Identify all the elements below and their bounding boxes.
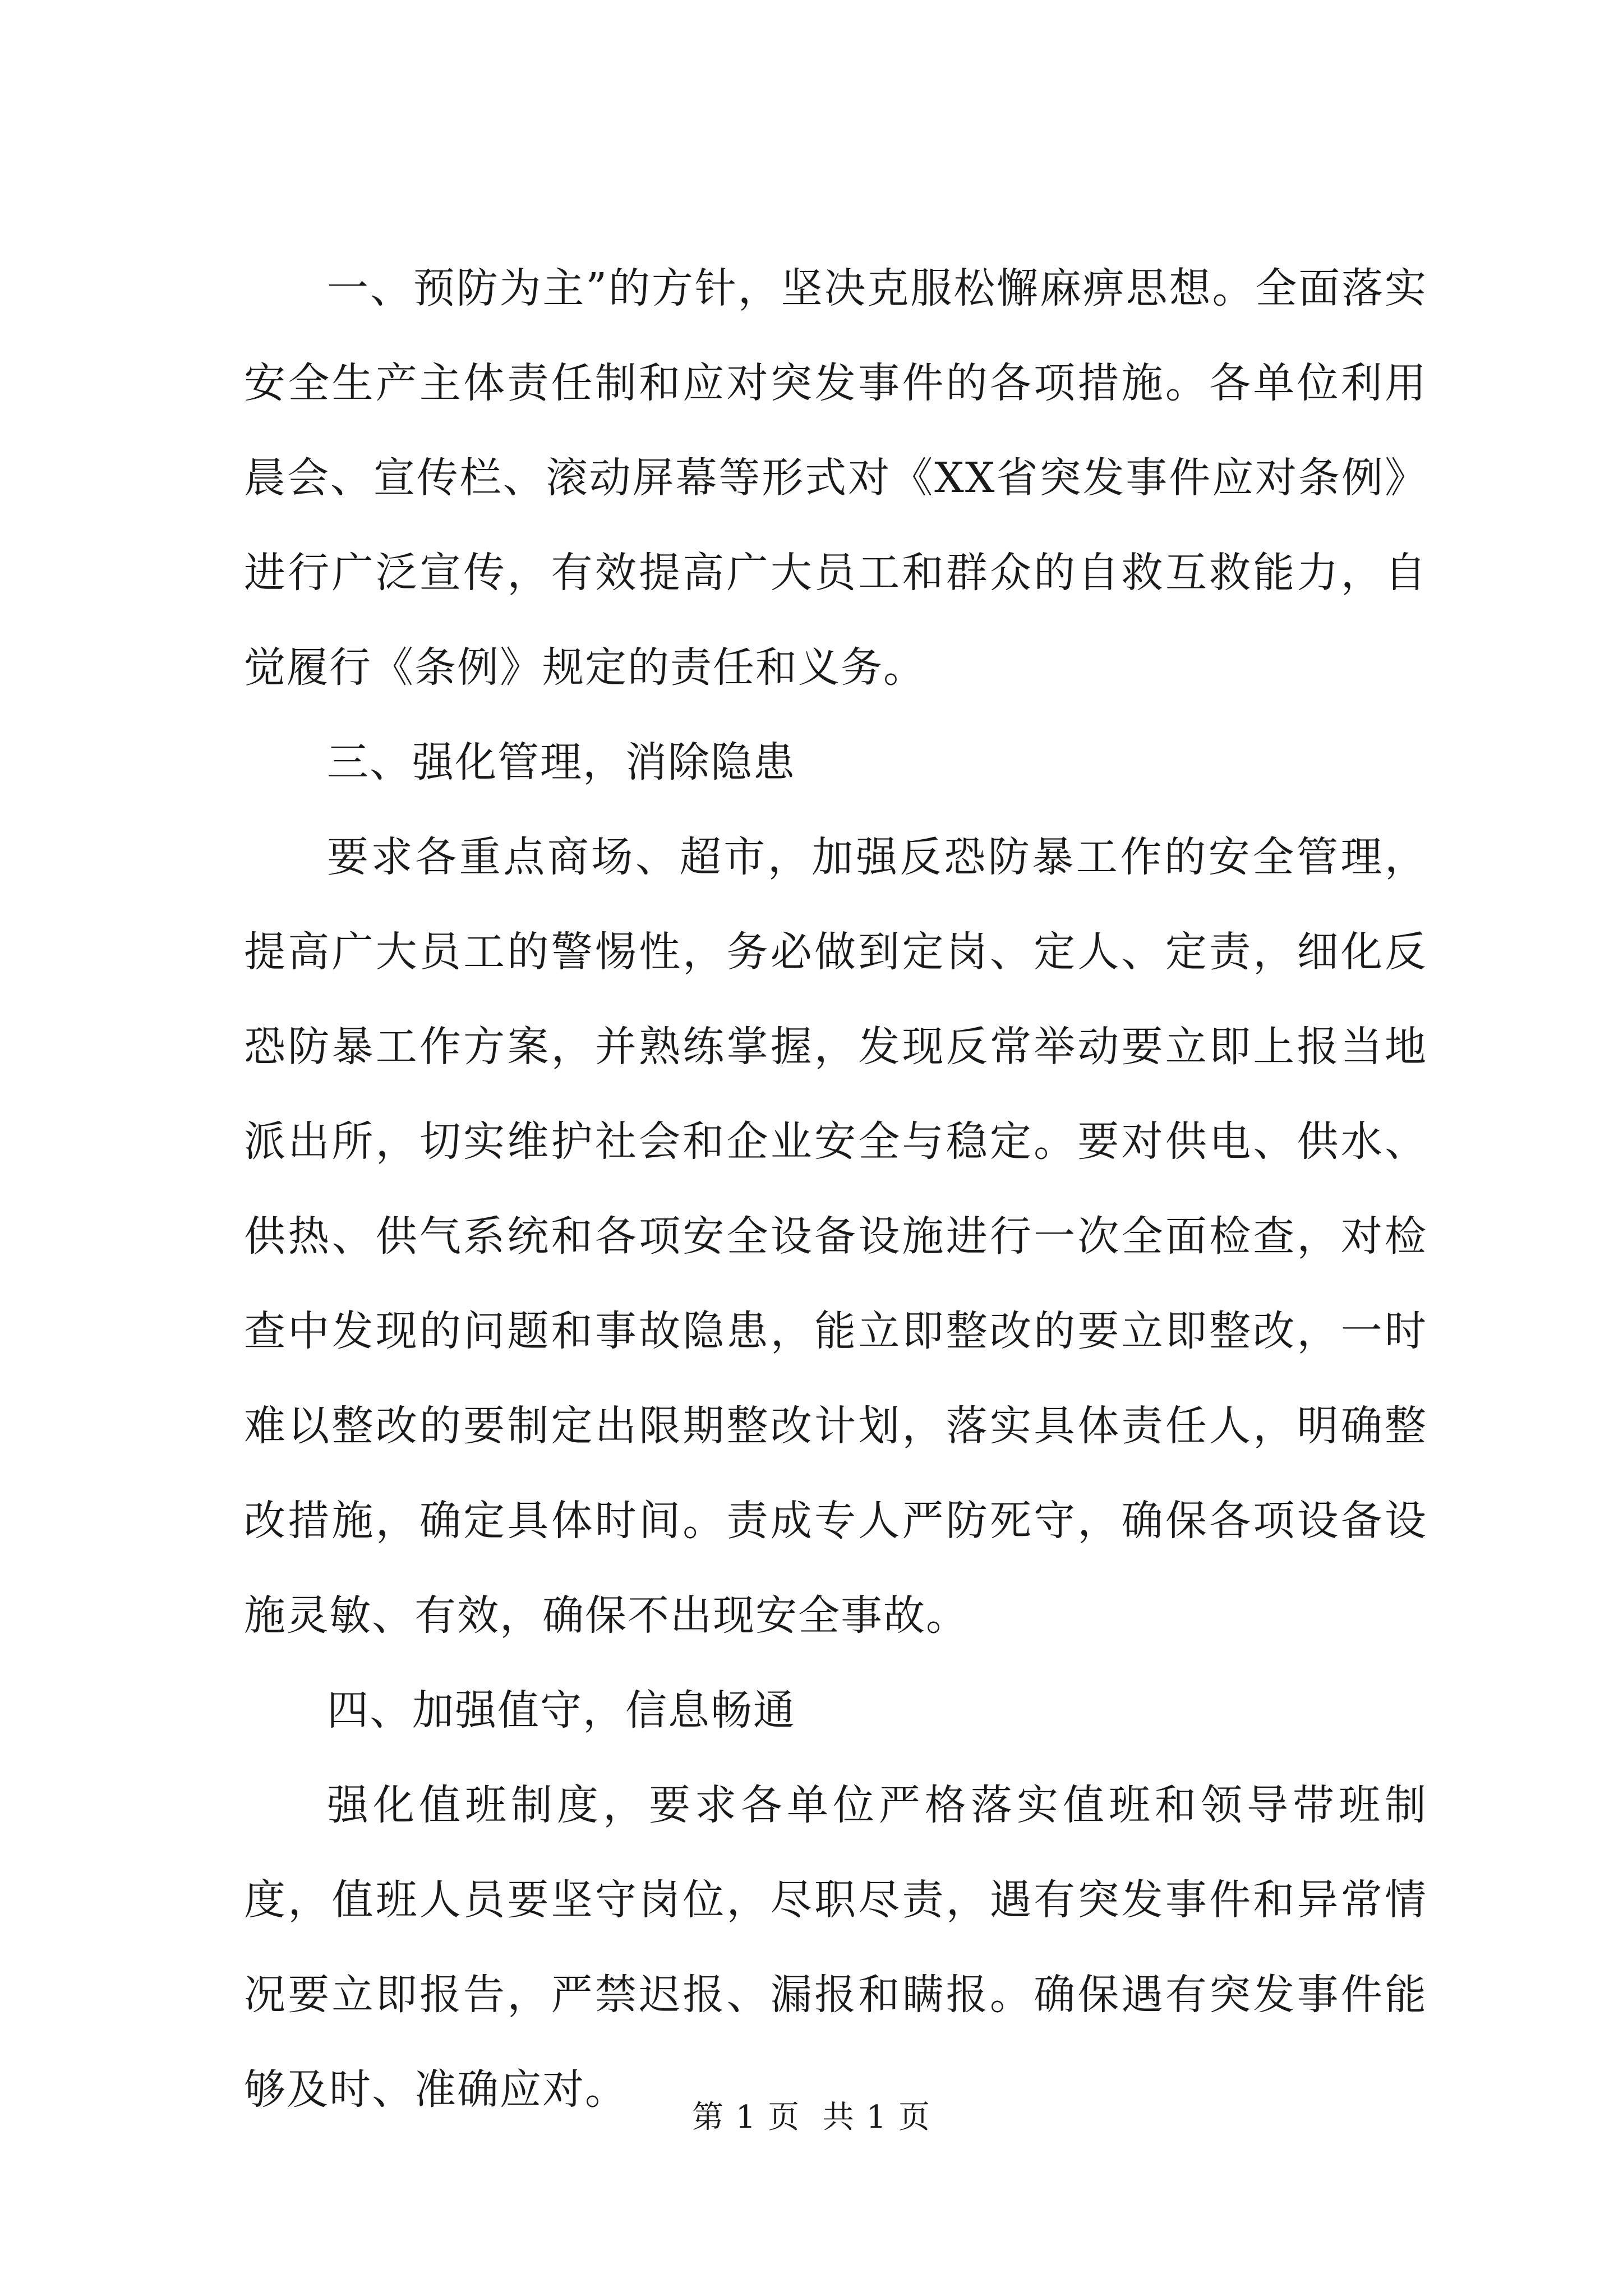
paragraph-management: 要求各重点商场、超市，加强反恐防暴工作的安全管理，提高广大员工的警惕性，务必做到定岗、定人、定责，细化反恐防暴工作方案，并熟练掌握，发现反常举动要立即上报当地派出所，切实维护社会和企业安全与稳定。要对供电、供水、供热、供气系统和各项安全设备设施进行一次全面检查，对检查中发现的问题和事故隐患，能立即整改的要立即整改，一时难以整改的要制定出限期整改计划，落实具体责任人，明确整改措施，确定具体时间。责成专人严防死守，确保各项设备设施灵敏、有效，确保不出现安全事故。	[244, 833, 1427, 1640]
paragraph-prevention-policy: 一、预防为主”的方针，坚决克服松懈麻痹思想。全面落实安全生产主体责任制和应对突发事件的各项措施。各单位利用晨会、宣传栏、滚动屏幕等形式对《XX省突发事件应对条例》进行广泛宣传，有效提高广大员工和群众的自救互救能力，自觉履行《条例》规定的责任和义务。	[244, 264, 1427, 692]
page-footer	[0, 2095, 1623, 2140]
section-heading-duty: 四、加强值守，信息畅通	[327, 1686, 796, 1734]
paragraph-duty: 强化值班制度，要求各单位严格落实值班和领导带班制度，值班人员要坚守岗位，尽职尽责，遇有突发事件和异常情况要立即报告，严禁迟报、漏报和瞒报。确保遇有突发事件能够及时、准确应对。	[244, 1781, 1427, 2114]
page-number-label: 第 1 页 共 1 页	[691, 2099, 932, 2136]
section-heading-management: 三、强化管理，消除隐患	[327, 738, 796, 786]
document-body	[244, 241, 1427, 2137]
